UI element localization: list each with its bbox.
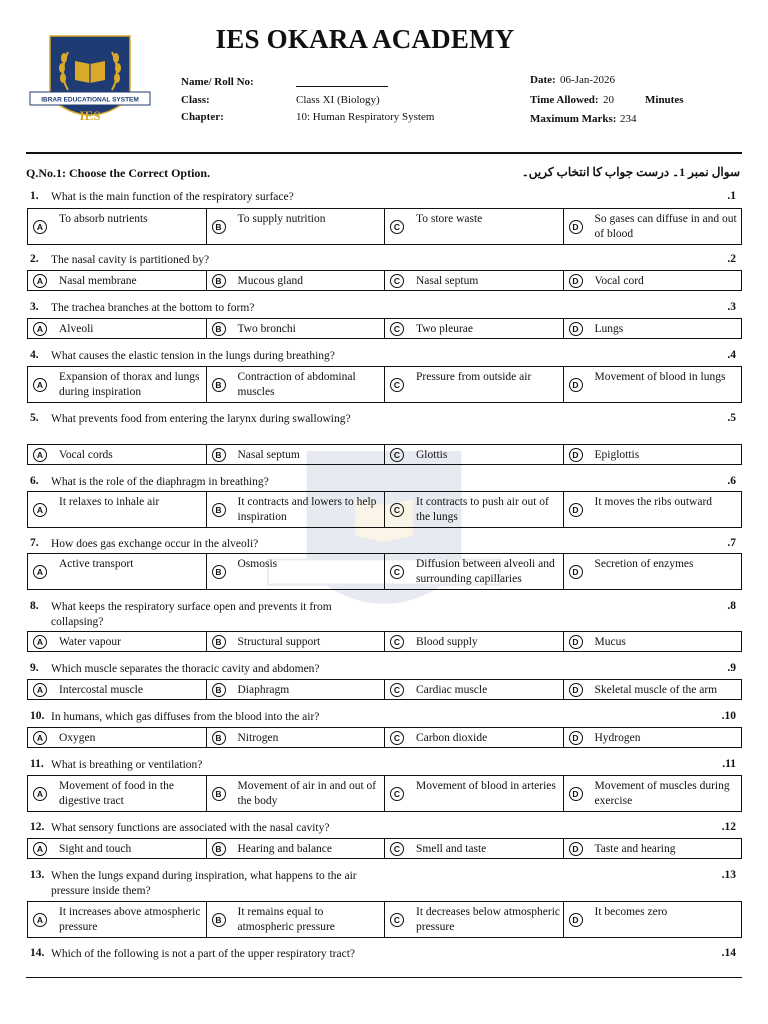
option-c[interactable]	[384, 492, 563, 527]
class-value: Class XI (Biology)	[296, 94, 380, 106]
question-number: 2.	[30, 253, 39, 265]
option-text: It contracts and lowers to help inspiration	[237, 496, 377, 523]
option-c[interactable]	[384, 554, 563, 589]
question-8	[30, 600, 740, 630]
section-title-urdu: سوال نمبر 1۔ درست جواب کا انتخاب کریں۔	[521, 165, 740, 179]
option-bubble[interactable]: A	[33, 842, 47, 856]
option-bubble[interactable]: C	[390, 274, 404, 288]
option-text: Osmosis	[237, 558, 278, 570]
question-text: What is breathing or ventilation?	[51, 759, 203, 771]
question-number: 8.	[30, 600, 39, 612]
option-bubble[interactable]: D	[569, 378, 583, 392]
question-text: What prevents food from entering the larynx during swallowing?	[51, 413, 351, 425]
question-number-urdu: .1	[727, 190, 736, 202]
option-bubble[interactable]: B	[212, 503, 226, 517]
option-text: Mucous gland	[237, 275, 303, 287]
option-a[interactable]	[28, 839, 206, 858]
date-value: 06-Jan-2026	[560, 74, 615, 86]
option-text: Active transport	[59, 558, 134, 570]
option-a[interactable]	[28, 492, 206, 527]
time-label: Time Allowed:	[530, 94, 599, 106]
option-b[interactable]	[206, 839, 385, 858]
question-text: Which of the following is not a part of the upper respiratory tract?	[51, 948, 356, 960]
question-number-urdu: .8	[727, 600, 736, 612]
option-bubble[interactable]: D	[569, 635, 583, 649]
option-text: It decreases below atmospheric pressure	[416, 906, 561, 933]
question-text: What sensory functions are associated with the nasal cavity?	[51, 822, 330, 834]
option-d[interactable]	[563, 728, 742, 747]
question-13	[30, 869, 740, 899]
option-c[interactable]	[384, 445, 563, 464]
svg-text:IBRAR EDUCATIONAL SYSTEM: IBRAR EDUCATIONAL SYSTEM	[41, 96, 139, 104]
option-text: Oxygen	[59, 732, 96, 744]
option-bubble[interactable]: B	[212, 378, 226, 392]
option-bubble[interactable]: B	[212, 787, 226, 801]
option-c[interactable]	[384, 728, 563, 747]
option-d[interactable]	[563, 839, 742, 858]
question-number: 14.	[30, 947, 45, 959]
question-number: 10.	[30, 710, 45, 722]
option-bubble[interactable]: D	[569, 322, 583, 336]
question-number-urdu: .3	[727, 301, 736, 313]
option-c[interactable]	[384, 367, 563, 402]
question-number-urdu: .12	[721, 821, 736, 833]
option-text: Diffusion between alveoli and surrounding capillaries	[416, 558, 555, 585]
option-text: Water vapour	[59, 636, 121, 648]
question-number-urdu: .6	[727, 475, 736, 487]
options-row	[27, 444, 742, 465]
option-text: Movement of muscles during exercise	[594, 780, 730, 807]
options-row	[27, 270, 742, 291]
question-number: 13.	[30, 869, 45, 881]
option-a[interactable]	[28, 445, 206, 464]
option-text: So gases can diffuse in and out of blood	[594, 213, 737, 240]
option-b[interactable]	[206, 367, 385, 402]
option-d[interactable]	[563, 445, 742, 464]
options-row	[27, 366, 742, 403]
option-bubble[interactable]: A	[33, 787, 47, 801]
option-d[interactable]	[563, 680, 742, 699]
question-text: In humans, which gas diffuses from the blood into the air?	[51, 711, 320, 723]
option-text: Carbon dioxide	[416, 732, 488, 744]
option-a[interactable]	[28, 367, 206, 402]
options-row	[27, 631, 742, 652]
question-number-urdu: .5	[727, 412, 736, 424]
question-number-urdu: .11	[722, 758, 736, 770]
option-bubble[interactable]: D	[569, 220, 583, 234]
option-c[interactable]	[384, 839, 563, 858]
option-bubble[interactable]: B	[212, 683, 226, 697]
option-d[interactable]	[563, 209, 742, 244]
option-text: Smell and taste	[416, 843, 487, 855]
svg-text:IES: IES	[79, 108, 101, 123]
option-bubble[interactable]: A	[33, 378, 47, 392]
option-text: Alveoli	[59, 323, 94, 335]
option-d[interactable]	[563, 554, 742, 589]
option-bubble[interactable]: A	[33, 448, 47, 462]
option-bubble[interactable]: C	[390, 731, 404, 745]
option-b[interactable]	[206, 902, 385, 937]
option-d[interactable]	[563, 492, 742, 527]
chapter-value: 10: Human Respiratory System	[296, 111, 435, 123]
ies-logo	[28, 28, 152, 136]
option-a[interactable]	[28, 680, 206, 699]
question-text: The nasal cavity is partitioned by?	[51, 254, 210, 266]
options-row	[27, 491, 742, 528]
option-b[interactable]	[206, 492, 385, 527]
option-bubble[interactable]: D	[569, 842, 583, 856]
option-bubble[interactable]: C	[390, 503, 404, 517]
name-label: Name/ Roll No:	[181, 76, 254, 88]
option-bubble[interactable]: D	[569, 448, 583, 462]
question-text: When the lungs expand during inspiration, what happens to the air pressure inside them?	[51, 870, 357, 897]
option-text: Skeletal muscle of the arm	[594, 684, 718, 696]
question-text: What causes the elastic tension in the lungs during breathing?	[51, 350, 335, 362]
option-bubble[interactable]: C	[390, 448, 404, 462]
footer-divider	[26, 977, 742, 978]
option-bubble[interactable]: C	[390, 378, 404, 392]
option-text: Hydrogen	[594, 732, 641, 744]
option-d[interactable]	[563, 319, 742, 338]
marks-label: Maximum Marks:	[530, 113, 617, 125]
question-number-urdu: .14	[721, 947, 736, 959]
option-a[interactable]	[28, 632, 206, 651]
option-bubble[interactable]: D	[569, 565, 583, 579]
option-bubble[interactable]: B	[212, 913, 226, 927]
option-b[interactable]	[206, 680, 385, 699]
options-row	[27, 838, 742, 859]
option-bubble[interactable]: A	[33, 635, 47, 649]
chapter-label: Chapter:	[181, 111, 224, 123]
question-number: 6.	[30, 475, 39, 487]
option-a[interactable]	[28, 271, 206, 290]
option-a[interactable]	[28, 902, 206, 937]
question-number-urdu: .13	[721, 869, 736, 881]
option-bubble[interactable]: A	[33, 913, 47, 927]
options-row	[27, 775, 742, 812]
question-number: 12.	[30, 821, 45, 833]
option-c[interactable]	[384, 902, 563, 937]
option-bubble[interactable]: B	[212, 842, 226, 856]
option-text: Intercostal muscle	[59, 684, 143, 696]
option-c[interactable]	[384, 776, 563, 811]
option-bubble[interactable]: B	[212, 635, 226, 649]
option-b[interactable]	[206, 271, 385, 290]
marks-value: 234	[620, 113, 637, 125]
question-number: 4.	[30, 349, 39, 361]
question-text: What keeps the respiratory surface open and prevents it from collapsing?	[51, 601, 332, 628]
option-a[interactable]	[28, 728, 206, 747]
option-bubble[interactable]: A	[33, 503, 47, 517]
option-text: Nasal membrane	[59, 275, 137, 287]
options-row	[27, 727, 742, 748]
option-text: It contracts to push air out of the lungs	[416, 496, 549, 523]
question-number-urdu: .10	[721, 710, 736, 722]
option-bubble[interactable]: C	[390, 322, 404, 336]
option-text: Expansion of thorax and lungs during inspiration	[59, 371, 200, 398]
option-text: To store waste	[416, 213, 483, 225]
option-bubble[interactable]: C	[390, 220, 404, 234]
option-bubble[interactable]: C	[390, 683, 404, 697]
option-text: Movement of air in and out of the body	[237, 780, 377, 807]
option-bubble[interactable]: B	[212, 448, 226, 462]
option-bubble[interactable]: A	[33, 565, 47, 579]
time-unit: Minutes	[645, 94, 684, 106]
options-row	[27, 553, 742, 590]
option-bubble[interactable]: D	[569, 683, 583, 697]
option-text: Hearing and balance	[237, 843, 333, 855]
option-text: Nasal septum	[237, 449, 300, 461]
section-title: Q.No.1: Choose the Correct Option.	[26, 166, 211, 180]
option-bubble[interactable]: D	[569, 503, 583, 517]
option-b[interactable]	[206, 776, 385, 811]
option-bubble[interactable]: B	[212, 731, 226, 745]
question-number: 9.	[30, 662, 39, 674]
option-bubble[interactable]: A	[33, 220, 47, 234]
option-text: Lungs	[594, 323, 624, 335]
option-a[interactable]	[28, 209, 206, 244]
question-number: 11.	[30, 758, 44, 770]
option-text: Mucus	[594, 636, 626, 648]
option-text: Structural support	[237, 636, 321, 648]
option-bubble[interactable]: D	[569, 274, 583, 288]
option-bubble[interactable]: D	[569, 787, 583, 801]
option-c[interactable]	[384, 632, 563, 651]
option-bubble[interactable]: A	[33, 322, 47, 336]
option-a[interactable]	[28, 776, 206, 811]
option-b[interactable]	[206, 632, 385, 651]
option-text: Contraction of abdominal muscles	[237, 371, 356, 398]
option-text: Glottis	[416, 449, 448, 461]
option-text: To supply nutrition	[237, 213, 326, 225]
question-number: 5.	[30, 412, 39, 424]
options-row	[27, 679, 742, 700]
option-bubble[interactable]: C	[390, 842, 404, 856]
option-bubble[interactable]: C	[390, 635, 404, 649]
question-text: What is the role of the diaphragm in breathing?	[51, 476, 269, 488]
option-c[interactable]	[384, 319, 563, 338]
option-c[interactable]	[384, 209, 563, 244]
option-a[interactable]	[28, 319, 206, 338]
option-c[interactable]	[384, 680, 563, 699]
option-d[interactable]	[563, 271, 742, 290]
option-bubble[interactable]: B	[212, 322, 226, 336]
option-text: Diaphragm	[237, 684, 290, 696]
option-text: Movement of blood in lungs	[594, 371, 726, 383]
option-text: Pressure from outside air	[416, 371, 532, 383]
question-14	[30, 947, 740, 977]
option-bubble[interactable]: A	[33, 683, 47, 697]
option-bubble[interactable]: B	[212, 565, 226, 579]
option-text: Vocal cords	[59, 449, 113, 461]
class-label: Class:	[181, 94, 210, 106]
option-text: It relaxes to inhale air	[59, 496, 160, 508]
options-row	[27, 901, 742, 938]
question-text: The trachea branches at the bottom to form?	[51, 302, 255, 314]
time-value: 20	[603, 94, 614, 106]
option-text: It becomes zero	[594, 906, 668, 918]
option-text: To absorb nutrients	[59, 213, 148, 225]
institution-title: IES OKARA ACADEMY	[215, 24, 515, 54]
date-label: Date:	[530, 74, 556, 86]
question-number-urdu: .2	[727, 253, 736, 265]
option-text: Secretion of enzymes	[594, 558, 694, 570]
option-b[interactable]	[206, 445, 385, 464]
option-text: Cardiac muscle	[416, 684, 488, 696]
option-c[interactable]	[384, 271, 563, 290]
option-text: Sight and touch	[59, 843, 132, 855]
question-number: 1.	[30, 190, 39, 202]
option-text: Taste and hearing	[594, 843, 676, 855]
option-text: It moves the ribs outward	[594, 496, 713, 508]
option-text: Movement of food in the digestive tract	[59, 780, 174, 807]
option-bubble[interactable]: C	[390, 913, 404, 927]
option-d[interactable]	[563, 776, 742, 811]
option-text: It remains equal to atmospheric pressure	[237, 906, 335, 933]
option-d[interactable]	[563, 902, 742, 937]
options-row	[27, 318, 742, 339]
name-roll-blank[interactable]	[296, 86, 388, 87]
option-b[interactable]	[206, 728, 385, 747]
option-bubble[interactable]: A	[33, 731, 47, 745]
option-text: Vocal cord	[594, 275, 644, 287]
option-text: Movement of blood in arteries	[416, 780, 556, 792]
question-number-urdu: .4	[727, 349, 736, 361]
question-number: 3.	[30, 301, 39, 313]
option-bubble[interactable]: C	[390, 565, 404, 579]
option-bubble[interactable]: A	[33, 274, 47, 288]
option-bubble[interactable]: B	[212, 274, 226, 288]
question-5	[30, 412, 740, 442]
option-bubble[interactable]: C	[390, 787, 404, 801]
option-text: Two bronchi	[237, 323, 296, 335]
option-a[interactable]	[28, 554, 206, 589]
option-text: Nitrogen	[237, 732, 279, 744]
option-text: Nasal septum	[416, 275, 479, 287]
option-text: Blood supply	[416, 636, 478, 648]
question-number: 7.	[30, 537, 39, 549]
option-b[interactable]	[206, 209, 385, 244]
option-bubble[interactable]: D	[569, 731, 583, 745]
header-divider	[26, 152, 742, 154]
option-text: Epiglottis	[594, 449, 640, 461]
question-text: How does gas exchange occur in the alveoli?	[51, 538, 259, 550]
option-b[interactable]	[206, 319, 385, 338]
option-text: Two pleurae	[416, 323, 473, 335]
option-text: It increases above atmospheric pressure	[59, 906, 201, 933]
question-text: What is the main function of the respiratory surface?	[51, 191, 294, 203]
question-number-urdu: .7	[727, 537, 736, 549]
option-b[interactable]	[206, 554, 385, 589]
option-d[interactable]	[563, 367, 742, 402]
option-bubble[interactable]: D	[569, 913, 583, 927]
question-text: Which muscle separates the thoracic cavity and abdomen?	[51, 663, 320, 675]
option-bubble[interactable]: B	[212, 220, 226, 234]
option-d[interactable]	[563, 632, 742, 651]
question-number-urdu: .9	[727, 662, 736, 674]
options-row	[27, 208, 742, 245]
